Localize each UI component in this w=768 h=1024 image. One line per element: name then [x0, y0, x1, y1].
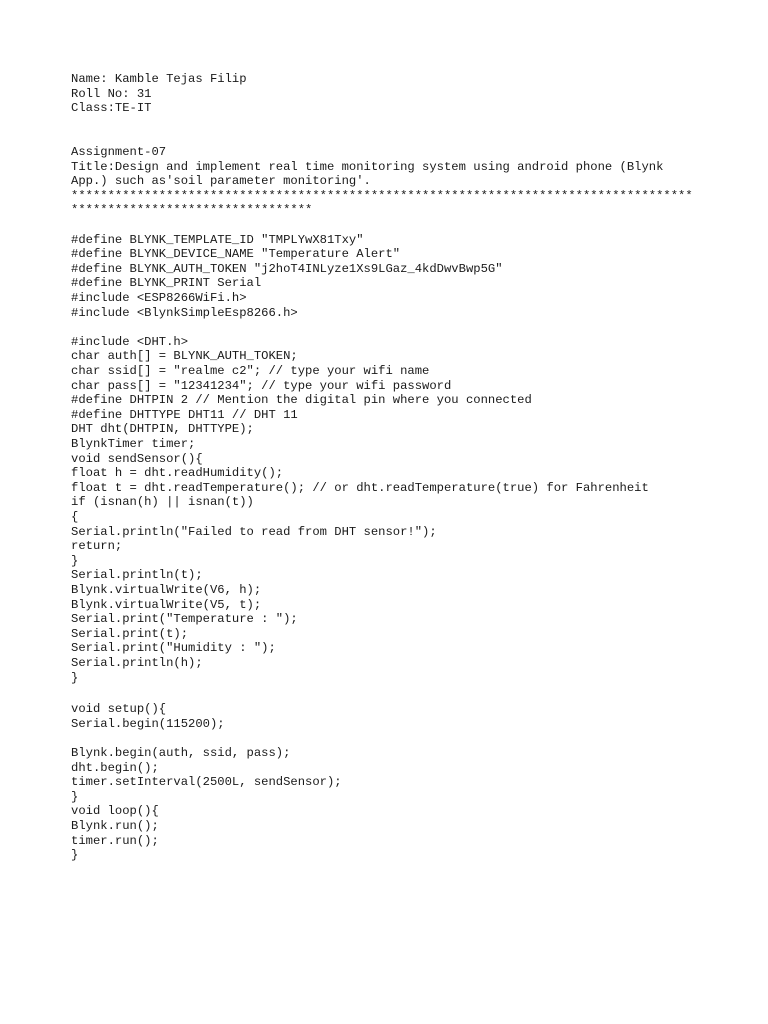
code-line: Blynk.begin(auth, ssid, pass);	[71, 746, 291, 760]
code-line: BlynkTimer timer;	[71, 437, 196, 451]
code-line: }	[71, 553, 79, 568]
code-line: #define BLYNK_PRINT Serial	[71, 276, 262, 291]
code-line: Serial.println("Failed to read from DHT sensor!");	[71, 524, 437, 539]
code-line: #define BLYNK_DEVICE_NAME "Temperature Alert"	[71, 247, 401, 262]
code-line: char ssid[] = "realme c2"; // type your wifi name	[71, 364, 430, 378]
code-line: float t = dht.readTemperature(); // or dht.readTemperature(true) for Fahrenheit	[71, 480, 649, 495]
code-line: Blynk.virtualWrite(V6, h);	[71, 583, 262, 597]
code-line: #define BLYNK_TEMPLATE_ID "TMPLYwX81Txy"	[71, 232, 364, 247]
code-line: Blynk.virtualWrite(V5, t);	[71, 597, 262, 612]
code-line: timer.setInterval(2500L, sendSensor);	[71, 775, 342, 790]
code-line: }	[71, 848, 79, 863]
code-line: #include <BlynkSimpleEsp8266.h>	[71, 305, 298, 320]
code-line: #define BLYNK_AUTH_TOKEN "j2hoT4INLyze1Xs9LGaz_4kdDwvBwp5G"	[71, 261, 503, 276]
code-line: char pass[] = "12341234"; // type your wifi password	[71, 378, 452, 393]
code-line: #include <ESP8266WiFi.h>	[71, 291, 247, 305]
code-line: void loop(){	[71, 804, 159, 819]
code-line: void sendSensor(){	[71, 451, 203, 466]
code-line: DHT dht(DHTPIN, DHTTYPE);	[71, 422, 254, 437]
code-line: Serial.print("Humidity : ");	[71, 641, 276, 656]
code-line: }	[71, 789, 79, 804]
code-line: if (isnan(h) || isnan(t))	[71, 495, 254, 510]
code-line: Serial.print(t);	[71, 626, 189, 641]
code-line: void setup(){	[71, 702, 167, 716]
code-line: Serial.println(h);	[71, 656, 203, 670]
separator-line-1: *************************************************************************************	[71, 188, 693, 203]
code-line: timer.run();	[71, 833, 159, 848]
code-line: dht.begin();	[71, 760, 159, 775]
roll-number: Roll No: 31	[71, 86, 152, 101]
code-line: Serial.print("Temperature : ");	[71, 612, 298, 627]
separator-line-2: *********************************	[71, 203, 313, 218]
code-line: return;	[71, 539, 123, 554]
code-line: #include <DHT.h>	[71, 334, 189, 349]
assignment-title-line-2: App.) such as'soil parameter monitoring'.	[71, 174, 371, 189]
code-line: #define DHTTYPE DHT11 // DHT 11	[71, 407, 298, 422]
assignment-title-line-1: Title:Design and implement real time monitoring system using android phone (Blynk	[71, 159, 664, 174]
code-line: #define DHTPIN 2 // Mention the digital pin where you connected	[71, 393, 532, 408]
class-label: Class:TE-IT	[71, 101, 152, 116]
code-line: char auth[] = BLYNK_AUTH_TOKEN;	[71, 349, 298, 364]
code-line: }	[71, 670, 79, 685]
code-line: Serial.println(t);	[71, 568, 203, 583]
code-line: float h = dht.readHumidity();	[71, 466, 284, 481]
student-name: Name: Kamble Tejas Filip	[71, 72, 247, 86]
assignment-number: Assignment-07	[71, 145, 167, 159]
code-line: Blynk.run();	[71, 819, 159, 833]
code-line: Serial.begin(115200);	[71, 716, 225, 731]
code-line: {	[71, 510, 79, 524]
